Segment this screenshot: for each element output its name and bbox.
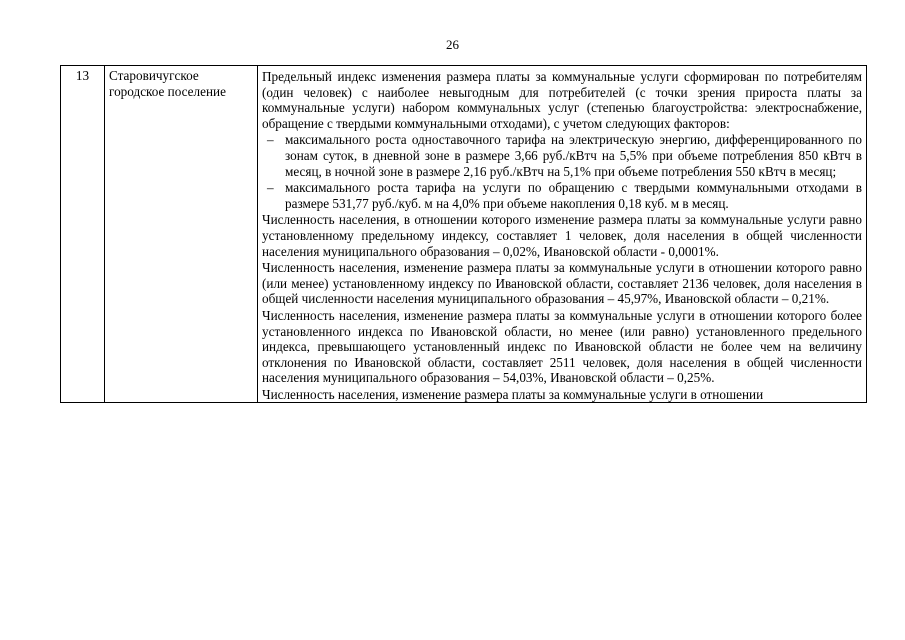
bullet-dash: – [267,132,274,148]
population-paragraph: Численность населения, изменение размера платы за коммунальные услуги в отношении которого равно (или менее) установленному индексу по Ивановской области, составляет 2136 человек, доля населения в общей численности населения муниципального образования – 45,97%, Ивановской области – 0,21%. [262,260,862,307]
municipality-name: Старовичугское городское поселение [105,66,258,403]
factor-text: максимального роста тарифа на услуги по обращению с твердыми коммунальными отходами в размере 531,77 руб./куб. м на 4,0% при объеме накопления 0,18 куб. м в месяц. [285,180,862,211]
continued-paragraph: Численность населения, изменение размера платы за коммунальные услуги в отношении [262,386,764,402]
row-description [258,66,867,403]
factor-text: максимального роста одноставочного тарифа на электрическую энергию, дифференцированного по зонам суток, в дневной зоне в размере 3,66 руб./кВтч на 5,5% при объеме потребления 850 кВтч в месяц, в ночной зоне в размере 2,16 руб./кВтч на 5,1% при объеме потребления 550 кВтч в месяц; [285,132,862,179]
population-paragraph: Численность населения, в отношении которого изменение размера платы за коммунальные услуги равно установленному предельному индексу, составляет 1 человек, доля населения в общей численности населения муниципального образования – 0,02%, Ивановской области - 0,0001%. [262,212,862,259]
factor-item [262,179,862,211]
intro-paragraph: Предельный индекс изменения размера платы за коммунальные услуги сформирован по потребителям (один человек) с наиболее невыгодным для потребителей (с точки зрения прироста платы за коммунальные услуги) набором коммунальных услуг (степенью благоустройства: электроснабжение, обращение с твердыми коммунальными отходами), с учетом следующих факторов: [262,69,862,131]
table-row [61,66,867,403]
population-paragraph: Численность населения, изменение размера платы за коммунальные услуги в отношении которого более установленного индекса по Ивановской области, но менее (или равно) установленного предельного индекса, превышающего установленный индекс по Ивановской области не более чем на величину отклонения по Ивановской области, составляет 2511 человек, доля населения в общей численности населения муниципального образования – 54,03%, Ивановской области – 0,25%. [262,307,862,386]
row-number: 13 [61,66,105,403]
page-number: 26 [446,37,459,52]
municipality-table [60,65,867,403]
bullet-dash: – [267,180,274,196]
factor-item [262,131,862,179]
